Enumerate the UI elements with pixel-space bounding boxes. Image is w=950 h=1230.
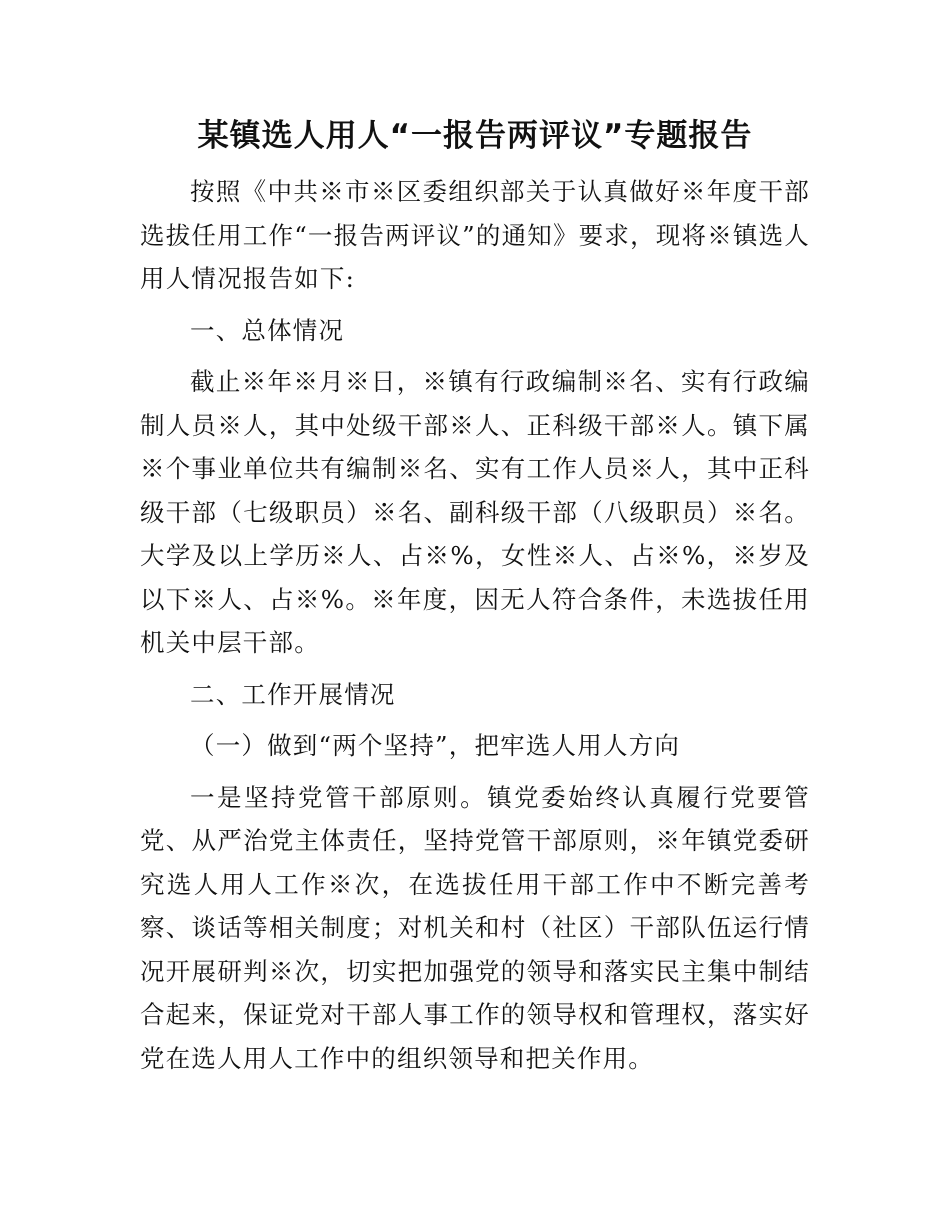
party-management-paragraph: 一是坚持党管干部原则。镇党委始终认真履行党要管党、从严治党主体责任，坚持党管干部原则，※年镇党委研究选人用人工作※次，在选拔任用干部工作中不断完善考察、谈话等相关制度；对机关和村（社区）干部队伍运行情况开展研判※次，切实把加强党的领导和落实民主集中制结合起来，保证党对干部人事工作的领导权和管理权，落实好党在选人用人工作中的组织领导和把关作用。 — [140, 782, 810, 1073]
section-heading-work: 二、工作开展情况 — [190, 679, 396, 709]
subsection-heading-two-insists: （一）做到“两个坚持”，把牢选人用人方向 — [190, 731, 681, 760]
overview-paragraph: 截止※年※月※日，※镇有行政编制※名、实有行政编制人员※人，其中处级干部※人、正科级干部※人。镇下属※个事业单位共有编制※名、实有工作人员※人，其中正科级干部（七级职员）※名、副科级干部（八级职员）※名。大学及以上学历※人、占※%，女性※人、占※%，※岁及以下※人、占※%。※年度，因无人符合条件，未选拔任用机关中层干部。 — [140, 367, 810, 657]
document-body — [140, 108, 810, 1088]
intro-paragraph: 按照《中共※市※区委组织部关于认真做好※年度干部选拔任用工作“一报告两评议”的通知》要求，现将※镇选人用人情况报告如下: — [140, 177, 810, 293]
document-title: 某镇选人用人“一报告两评议”专题报告 — [197, 118, 753, 154]
section-heading-overview: 一、总体情况 — [190, 315, 345, 345]
